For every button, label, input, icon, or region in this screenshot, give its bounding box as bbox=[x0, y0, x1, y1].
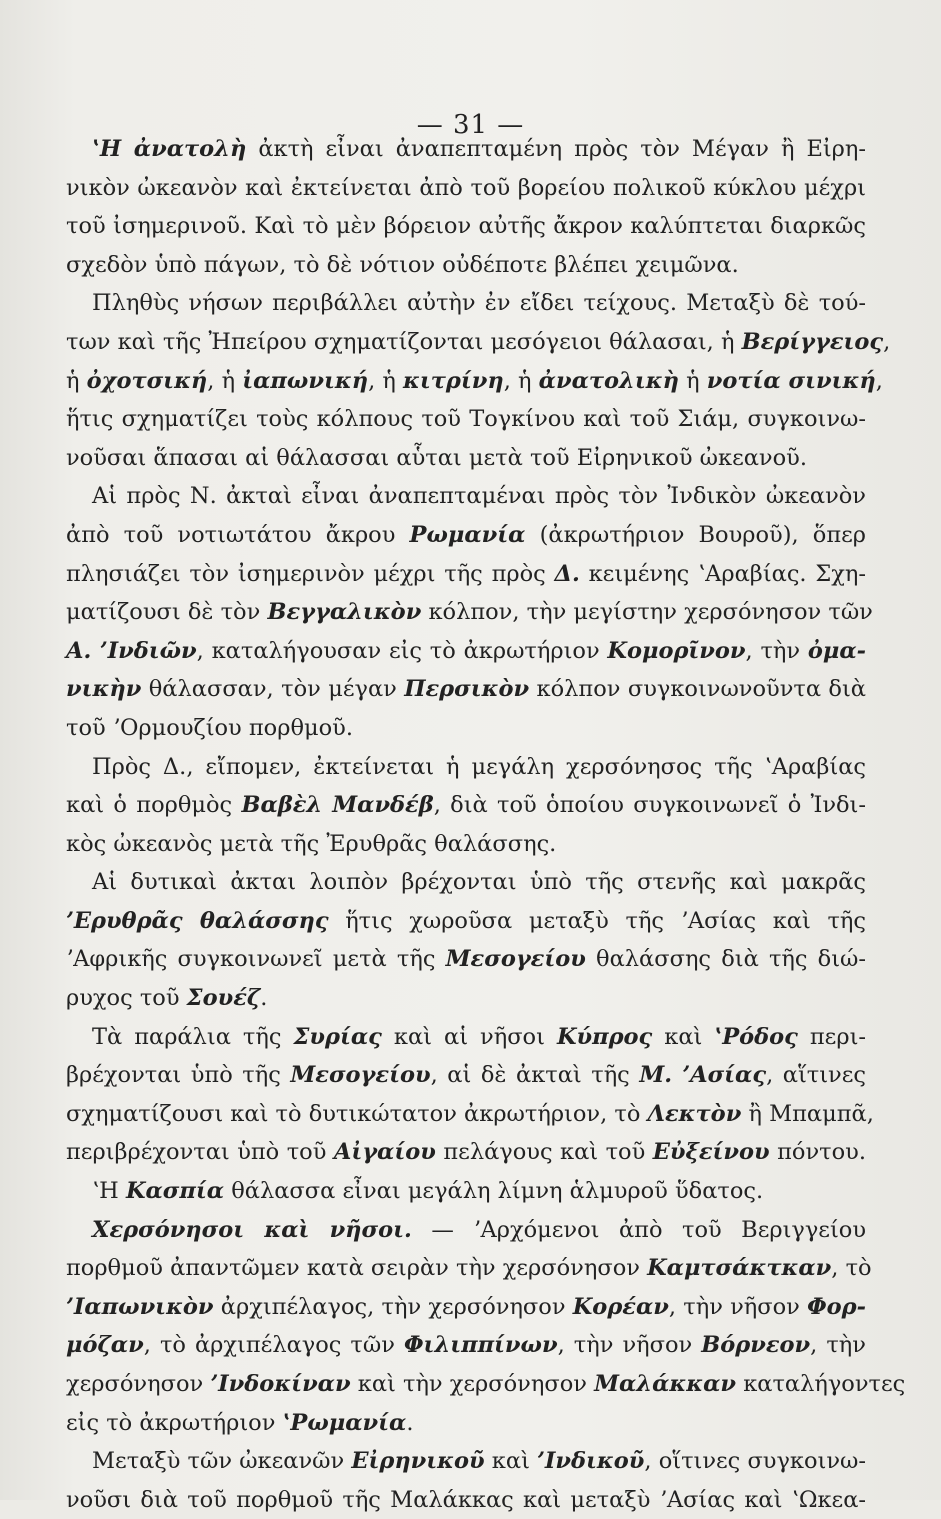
text-segment: καὶ αἱ νῆσοι bbox=[381, 1023, 557, 1050]
text-line bbox=[66, 632, 866, 671]
emphasized-term: Φιλιππίνων bbox=[403, 1332, 558, 1359]
text-segment: Τὰ παράλια τῆς bbox=[92, 1023, 294, 1050]
text-segment: , τὸ bbox=[831, 1255, 872, 1282]
emphasized-term: κιτρίνη bbox=[403, 367, 504, 394]
text-segment: κόλπον συγκοινωνοῦντα διὰ bbox=[529, 676, 866, 703]
text-segment: Αἱ πρὸς Ν. ἀκταὶ εἶναι ἀναπεπταμέναι πρὸς τὸν Ἰνδικὸν ὠκεανὸν bbox=[92, 483, 866, 510]
text-line bbox=[66, 284, 866, 323]
text-segment: , τὴν bbox=[810, 1332, 866, 1359]
text-segment: πελάγους καὶ τοῦ bbox=[435, 1139, 653, 1166]
text-line bbox=[66, 246, 866, 285]
emphasized-term: Συρίας bbox=[293, 1023, 382, 1050]
text-segment: θάλασσαν, τὸν μέγαν bbox=[141, 676, 405, 703]
text-segment: , ἡ bbox=[368, 367, 403, 394]
emphasized-term: Ρωμανία bbox=[409, 521, 526, 548]
text-line bbox=[66, 516, 866, 555]
text-segment: Πληθὺς νήσων περιβάλλει αὐτὴν ἐν εἴδει τείχους. Μεταξὺ δὲ τού- bbox=[92, 290, 866, 317]
emphasized-term: Εὐξείνου bbox=[652, 1139, 770, 1166]
text-line bbox=[66, 670, 866, 709]
emphasized-term: Βαβὲλ Μανδέβ bbox=[241, 792, 434, 819]
text-segment: κόλπον, τὴν μεγίστην χερσόνησον τῶν bbox=[421, 599, 873, 626]
text-segment: θαλάσσης διὰ τῆς διώ- bbox=[585, 946, 866, 973]
text-segment: περι- bbox=[797, 1023, 866, 1050]
emphasized-term: ἰαπωνική bbox=[242, 367, 369, 394]
text-line bbox=[66, 940, 866, 979]
text-segment: καὶ ὁ πορθμὸς bbox=[66, 792, 242, 819]
text-line bbox=[66, 1288, 866, 1327]
text-line bbox=[66, 1365, 906, 1404]
text-segment: Αἱ δυτικαὶ ἀκται λοιπὸν βρέχονται ὑπὸ τῆς στενῆς καὶ μακρᾶς bbox=[92, 869, 866, 896]
text-segment: , bbox=[875, 367, 883, 394]
emphasized-term: νοτία σινική bbox=[706, 367, 876, 394]
text-segment: Μεταξὺ τῶν ὠκεανῶν bbox=[92, 1448, 352, 1475]
text-segment: ἡ bbox=[678, 367, 707, 394]
emphasized-term: Μεσογείου bbox=[290, 1062, 431, 1089]
emphasized-term: Φορ- bbox=[807, 1293, 866, 1320]
text-segment: , ἡ bbox=[207, 367, 243, 394]
text-line bbox=[66, 1018, 866, 1057]
emphasized-term: ʼΙνδοκίναν bbox=[210, 1371, 351, 1397]
emphasized-term: ʽΡόδος bbox=[714, 1023, 798, 1050]
text-line bbox=[66, 863, 866, 902]
text-line bbox=[66, 1172, 866, 1211]
text-segment: καταλήγοντες bbox=[736, 1371, 906, 1397]
text-segment: . bbox=[260, 985, 268, 1012]
text-segment: — ʼΑρχόμενοι ἀπὸ τοῦ Βεριγγείου bbox=[411, 1216, 866, 1243]
text-segment: . bbox=[406, 1409, 414, 1436]
text-segment: κειμένης ʽΑραβίας. Σχη- bbox=[579, 560, 866, 587]
text-segment: νικὸν ὠκεανὸν καὶ ἐκτείνεται ἀπὸ τοῦ βορείου πολικοῦ κύκλου μέχρι bbox=[66, 174, 866, 201]
emphasized-term: Μεσογείου bbox=[445, 946, 586, 973]
page-number: — 31 — bbox=[416, 110, 525, 140]
emphasized-term: νικὴν bbox=[66, 676, 142, 703]
emphasized-term: Χερσόνησοι καὶ νῆσοι. bbox=[92, 1216, 412, 1243]
text-line bbox=[66, 709, 866, 748]
text-line bbox=[66, 400, 866, 439]
text-segment: ἀκτὴ εἶναι ἀναπεπταμένη πρὸς τὸν Μέγαν ἢ Εἰρη- bbox=[246, 136, 866, 162]
text-line bbox=[66, 130, 866, 169]
emphasized-term: Δ. bbox=[554, 560, 580, 587]
text-line bbox=[66, 786, 866, 825]
text-line bbox=[66, 1442, 866, 1481]
text-segment: ματίζουσι δὲ τὸν bbox=[66, 599, 268, 626]
text-line bbox=[66, 593, 873, 632]
text-segment: καὶ bbox=[484, 1448, 538, 1475]
text-segment: ἀρχιπέλαγος, τὴν χερσόνησον bbox=[213, 1293, 573, 1320]
emphasized-term: Κύπρος bbox=[556, 1023, 653, 1050]
text-segment: ἥτις σχηματίζει τοὺς κόλπους τοῦ Τογκίνου καὶ τοῦ Σιάμ, συγκοινω- bbox=[66, 406, 866, 433]
emphasized-term: Κομορῖνον bbox=[607, 637, 746, 664]
text-line bbox=[66, 1211, 866, 1250]
text-line bbox=[66, 902, 866, 941]
emphasized-term: Βερίγγειος bbox=[741, 328, 884, 355]
text-segment: τοῦ ʼΟρμουζίου πορθμοῦ. bbox=[66, 714, 353, 741]
emphasized-term: ʼΙαπωνικὸν bbox=[66, 1293, 214, 1320]
text-segment: πόντου. bbox=[769, 1139, 866, 1166]
emphasized-term: ὀμα- bbox=[807, 637, 867, 664]
text-segment: , ἡ bbox=[503, 367, 539, 394]
text-line bbox=[66, 362, 883, 401]
text-segment: των καὶ τῆς Ἠπείρου σχηματίζονται μεσόγειοι θάλασαι, ἡ bbox=[66, 328, 742, 355]
text-segment: ἡ bbox=[66, 367, 87, 394]
emphasized-term: Κασπία bbox=[125, 1178, 225, 1205]
text-segment: , τὴν νῆσον bbox=[557, 1332, 702, 1359]
text-line bbox=[66, 825, 866, 864]
text-segment: , bbox=[883, 328, 891, 355]
text-line bbox=[66, 1481, 866, 1519]
emphasized-term: Αἰγαίου bbox=[333, 1139, 436, 1166]
text-segment: χερσόνησον bbox=[66, 1371, 211, 1397]
text-segment: θάλασσα εἶναι μεγάλη λίμνη ἁλμυροῦ ὕδατος. bbox=[224, 1178, 764, 1205]
text-segment: , οἵτινες συγκοινω- bbox=[644, 1448, 866, 1475]
text-line bbox=[66, 477, 866, 516]
text-segment: σχεδὸν ὑπὸ πάγων, τὸ δὲ νότιον οὐδέποτε βλέπει χειμῶνα. bbox=[66, 251, 739, 278]
text-segment: , αἵτινες bbox=[766, 1062, 866, 1089]
text-segment: περιβρέχονται ὑπὸ τοῦ bbox=[66, 1139, 334, 1166]
text-segment: ʽΗ bbox=[92, 1178, 126, 1205]
text-segment: (ἀκρωτήριον Βουροῦ), ὅπερ bbox=[525, 521, 866, 548]
emphasized-term: ʽΡωμανία bbox=[282, 1409, 407, 1436]
text-segment: εἰς τὸ ἀκρωτήριον bbox=[66, 1409, 283, 1436]
emphasized-term: Μαλάκκαν bbox=[594, 1371, 737, 1397]
text-line bbox=[66, 1133, 866, 1172]
text-segment: ρυχος τοῦ bbox=[66, 985, 187, 1012]
body-text bbox=[66, 130, 906, 1519]
text-segment: καὶ τὴν χερσόνησον bbox=[350, 1371, 595, 1397]
emphasized-term: Λεκτὸν bbox=[647, 1100, 742, 1127]
emphasized-term: Περσικὸν bbox=[404, 676, 530, 703]
text-line bbox=[66, 207, 866, 246]
text-line bbox=[66, 979, 866, 1018]
text-line bbox=[66, 169, 866, 208]
text-segment: πορθμοῦ ἀπαντῶμεν κατὰ σειρὰν τὴν χερσόνησον bbox=[66, 1255, 648, 1282]
emphasized-term: Σουέζ bbox=[186, 985, 261, 1012]
emphasized-term: ʼΙνδικοῦ bbox=[537, 1448, 645, 1475]
emphasized-term: ὀχοτσική bbox=[86, 367, 208, 394]
text-segment: νοῦσι διὰ τοῦ πορθμοῦ τῆς Μαλάκκας καὶ μεταξὺ ʼΑσίας καὶ ʽΩκεα- bbox=[66, 1486, 866, 1513]
text-segment: , τὴν bbox=[745, 637, 808, 664]
text-segment: νοῦσαι ἅπασαι αἱ θάλασσαι αὗται μετὰ τοῦ Εἰρηνικοῦ ὠκεανοῦ. bbox=[66, 444, 807, 471]
text-segment: ἥτις χωροῦσα μεταξὺ τῆς ʼΑσίας καὶ τῆς bbox=[328, 907, 866, 934]
text-segment: ἢ Μπαμπᾶ, bbox=[741, 1100, 874, 1127]
emphasized-term: μόζαν bbox=[66, 1332, 144, 1359]
text-segment: Πρὸς Δ., εἴπομεν, ἐκτείνεται ἡ μεγάλη χερσόνησος τῆς ʽΑραβίας bbox=[92, 753, 866, 780]
text-line bbox=[66, 1404, 866, 1443]
text-line bbox=[66, 1095, 874, 1134]
emphasized-term: ἀνατολικὴ bbox=[538, 367, 679, 394]
emphasized-term: ʼΕρυθρᾶς θαλάσσης bbox=[66, 907, 329, 934]
text-segment: , καταλήγουσαν εἰς τὸ ἀκρωτήριον bbox=[196, 637, 608, 664]
emphasized-term: Καμτσάκτκαν bbox=[647, 1255, 832, 1282]
text-segment: , τὴν νῆσον bbox=[668, 1293, 808, 1320]
text-line bbox=[66, 1056, 866, 1095]
text-line bbox=[66, 1249, 872, 1288]
emphasized-term: Α. ʼΙνδιῶν bbox=[66, 637, 197, 664]
text-segment: ἀπὸ τοῦ νοτιωτάτου ἄκρου bbox=[66, 521, 410, 548]
emphasized-term: Κορέαν bbox=[572, 1293, 669, 1320]
text-line bbox=[66, 555, 866, 594]
text-segment: κὸς ὠκεανὸς μετὰ τῆς Ἐρυθρᾶς θαλάσσης. bbox=[66, 830, 557, 857]
text-segment: πλησιάζει τὸν ἰσημερινὸν μέχρι τῆς πρὸς bbox=[66, 560, 555, 587]
emphasized-term: Βεγγαλικὸν bbox=[267, 599, 422, 626]
text-line bbox=[66, 323, 891, 362]
emphasized-term: Εἰρηνικοῦ bbox=[351, 1448, 485, 1475]
text-segment: σχηματίζουσι καὶ τὸ δυτικώτατον ἀκρωτήριον, τὸ bbox=[66, 1100, 648, 1127]
text-segment: βρέχονται ὑπὸ τῆς bbox=[66, 1062, 291, 1089]
emphasized-term: ʽΗ ἀνατολὴ bbox=[92, 136, 247, 162]
text-segment: ʼΑφρικῆς συγκοινωνεῖ μετὰ τῆς bbox=[66, 946, 446, 973]
emphasized-term: Μ. ʼΑσίας bbox=[639, 1062, 767, 1089]
text-line bbox=[66, 439, 866, 478]
text-line bbox=[66, 1326, 866, 1365]
text-segment: καὶ bbox=[652, 1023, 715, 1050]
emphasized-term: Βόρνεον bbox=[701, 1332, 811, 1359]
text-line bbox=[66, 748, 866, 787]
text-segment: τοῦ ἰσημερινοῦ. Καὶ τὸ μὲν βόρειον αὐτῆς ἄκρον καλύπτεται διαρκῶς bbox=[66, 213, 866, 240]
text-segment: , τὸ ἀρχιπέλαγος τῶν bbox=[143, 1332, 404, 1359]
text-segment: , αἱ δὲ ἀκταὶ τῆς bbox=[430, 1062, 640, 1089]
text-segment: , διὰ τοῦ ὁποίου συγκοινωνεῖ ὁ Ἰνδι- bbox=[433, 792, 866, 819]
